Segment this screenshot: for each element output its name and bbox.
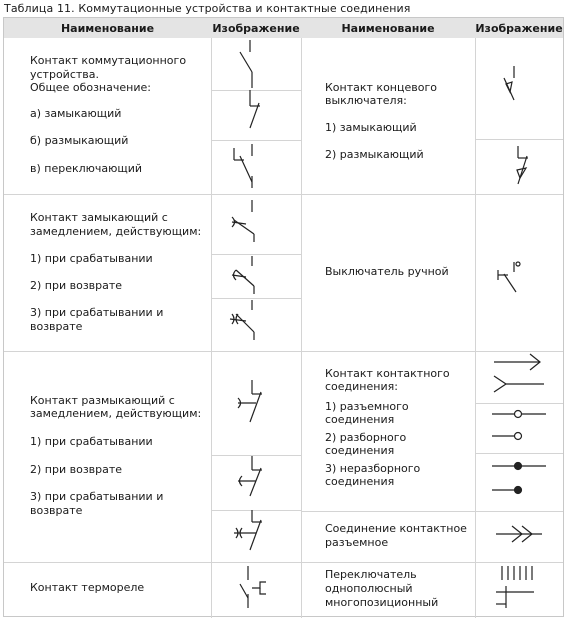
contact-connection-title-1: Контакт контактного — [325, 367, 450, 380]
plug-socket-icon — [494, 520, 552, 550]
grid-line — [211, 254, 301, 255]
header-image-right: Изображение — [475, 18, 563, 38]
selector-l3: многопозиционный — [325, 596, 439, 609]
break-delay-p1: 1) при срабатывании — [30, 435, 153, 448]
grid-line — [4, 194, 301, 195]
break-contact-icon — [228, 90, 268, 134]
make-delay-p1: 1) при срабатывании — [30, 252, 153, 265]
break-delay-title-1: Контакт размыкающий с — [30, 394, 175, 407]
grid-line — [475, 38, 476, 618]
switch-contact-title-3: Общее обозначение: — [30, 81, 151, 94]
table-caption: Таблица 11. Коммутационные устройства и контактные соединения — [4, 2, 411, 15]
switch-contact-b: б) размыкающий — [30, 134, 129, 147]
thermal-relay-icon — [234, 564, 278, 610]
detachable-connection-icon — [492, 350, 550, 392]
switch-contact-a: а) замыкающий — [30, 107, 122, 120]
switch-contact-title-1: Контакт коммутационного — [30, 54, 187, 67]
contact-connection-p2-1: 2) разборного — [325, 431, 407, 444]
grid-line — [211, 298, 301, 299]
make-delay-p3-1: 3) при срабатывании и — [30, 306, 164, 319]
selector-l2: однополюсный — [325, 582, 413, 595]
grid-line — [211, 140, 301, 141]
selector-l1: Переключатель — [325, 568, 417, 581]
grid-line — [211, 38, 212, 618]
header-image-left: Изображение — [211, 18, 301, 38]
make-delay-operate-icon — [228, 198, 272, 244]
permanent-connection-icon — [490, 456, 550, 498]
grid-line — [301, 194, 563, 195]
separable-connection-icon — [490, 406, 550, 446]
switch-contact-title-2: устройства. — [30, 68, 100, 81]
break-delay-release-icon — [232, 454, 272, 502]
make-delay-p2: 2) при возврате — [30, 279, 123, 292]
selector-switch-icon — [494, 564, 544, 610]
contact-connection-p1-2: соединения — [325, 413, 395, 426]
grid-line — [301, 562, 563, 563]
make-delay-title-1: Контакт замыкающий с — [30, 211, 168, 224]
switch-contact-c: в) переключающий — [30, 162, 143, 175]
grid-line — [475, 403, 563, 404]
break-delay-both-icon — [230, 508, 272, 554]
make-delay-release-icon — [228, 256, 272, 296]
break-delay-operate-icon — [232, 378, 272, 430]
break-delay-p2: 2) при возврате — [30, 463, 123, 476]
make-delay-both-icon — [226, 300, 272, 342]
contact-connection-p3-2: соединения — [325, 475, 395, 488]
header-name-right: Наименование — [301, 18, 475, 38]
contact-connection-p2-2: соединения — [325, 444, 395, 457]
limit-switch-p2: 2) размыкающий — [325, 148, 424, 161]
make-delay-p3-2: возврате — [30, 320, 83, 333]
make-contact-icon — [228, 38, 268, 92]
grid-line — [301, 511, 563, 512]
plug-connection-2: разъемное — [325, 536, 389, 549]
grid-line — [475, 139, 563, 140]
break-delay-p3-1: 3) при срабатывании и — [30, 490, 164, 503]
break-delay-p3-2: возврате — [30, 504, 83, 517]
contact-connection-p1-1: 1) разъемного — [325, 400, 409, 413]
grid-line — [4, 562, 301, 563]
limit-switch-p1: 1) замыкающий — [325, 121, 417, 134]
manual-switch-icon — [494, 250, 534, 298]
grid-line — [301, 38, 302, 618]
break-delay-title-2: замедлением, действующим: — [30, 407, 202, 420]
thermal-relay-label: Контакт термореле — [30, 581, 145, 594]
plug-connection-1: Соединение контактное — [325, 522, 467, 535]
contact-connection-p3-1: 3) неразборного — [325, 462, 421, 475]
changeover-contact-icon — [228, 142, 274, 190]
limit-switch-title-1: Контакт концевого — [325, 81, 437, 94]
grid-line — [4, 351, 301, 352]
limit-break-contact-icon — [500, 144, 540, 188]
make-delay-title-2: замедлением, действующим: — [30, 225, 202, 238]
limit-make-contact-icon — [496, 64, 536, 112]
grid-line — [475, 453, 563, 454]
contact-connection-title-2: соединения: — [325, 380, 398, 393]
header-name-left: Наименование — [4, 18, 211, 38]
manual-switch-label: Выключатель ручной — [325, 265, 449, 278]
limit-switch-title-2: выключателя: — [325, 94, 407, 107]
